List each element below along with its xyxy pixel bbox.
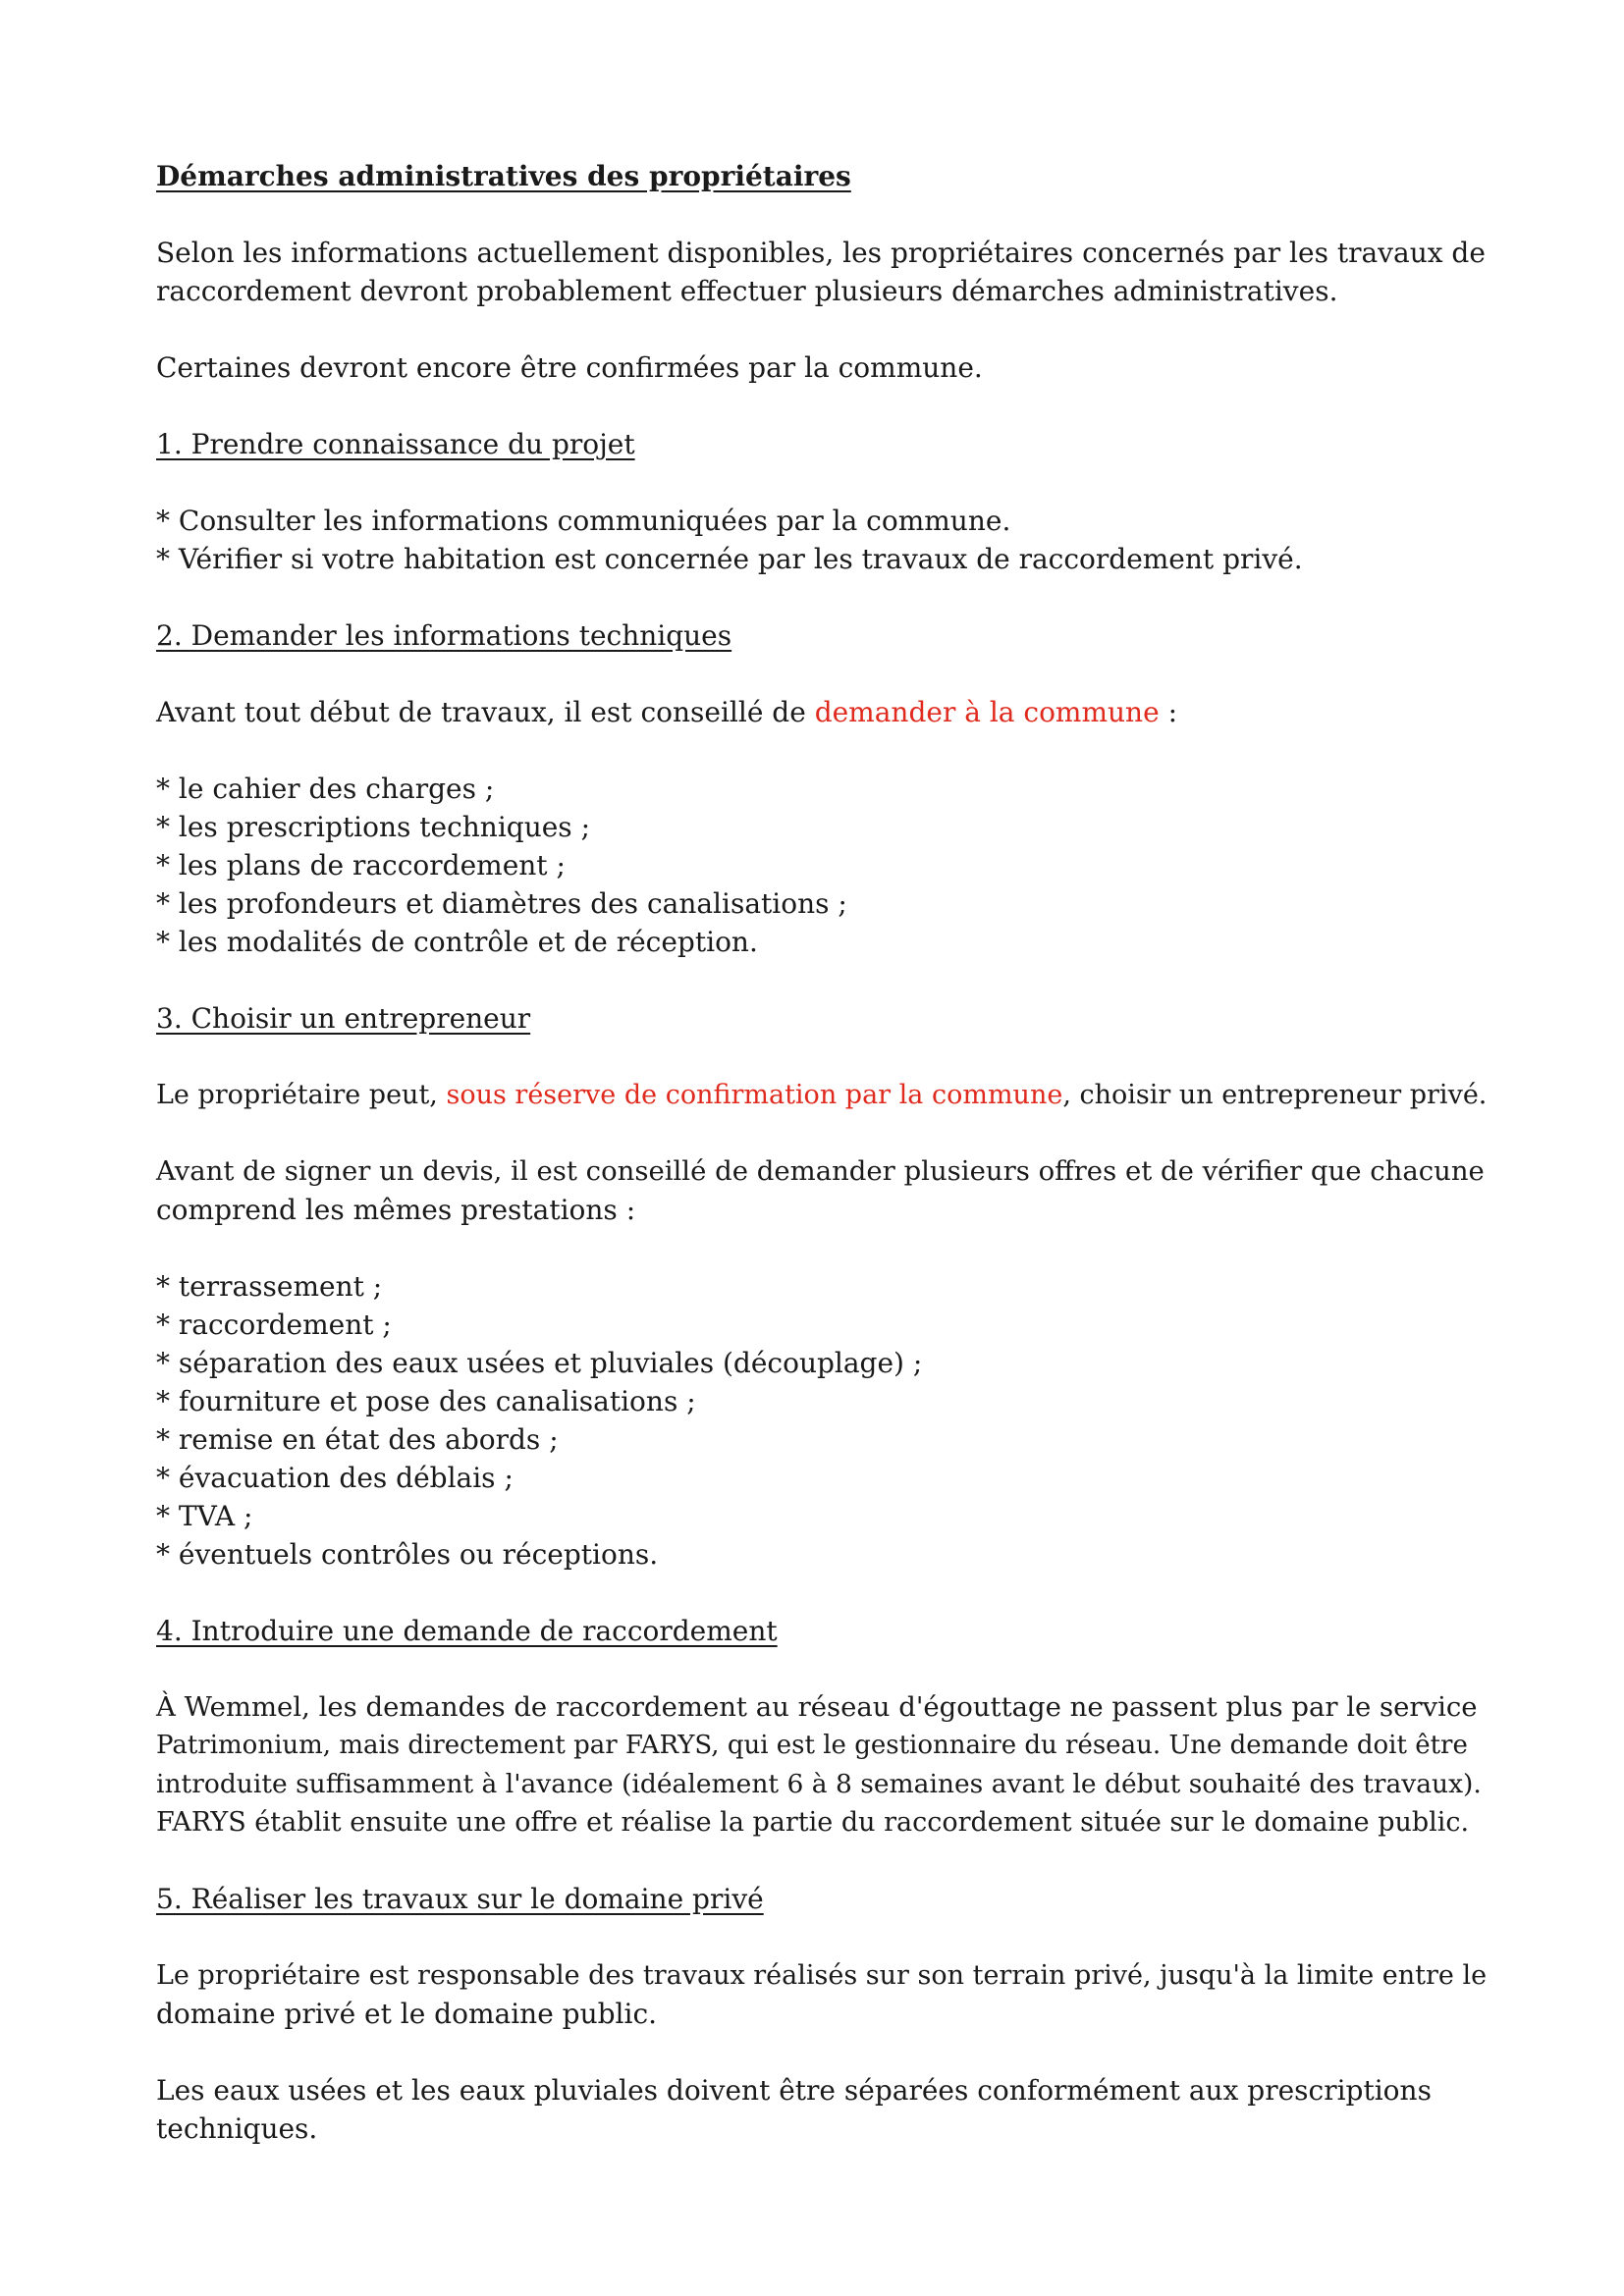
section-3-bullet: * fourniture et pose des canalisations ; [156,1385,696,1417]
section-4-heading: 4. Introduire une demande de raccordement [156,1615,778,1647]
section-5-p1-line: domaine privé et le domaine public. [156,1998,658,2030]
section-5-p2-line: techniques. [156,2112,318,2145]
section-2-heading: 2. Demander les informations techniques [156,619,732,652]
section-4-line: Patrimonium, mais directement par FARYS, qui est le gestionnaire du réseau. Une demande doit être [156,1731,1468,1760]
section-2-intro-text: Avant tout début de travaux, il est conseillé de [156,696,815,728]
intro-line-1: Selon les informations actuellement disponibles, les propriétaires concernés par les travaux de [156,237,1486,269]
section-5-p1-line: Le propriétaire est responsable des travaux réalisés sur son terrain privé, jusqu'à la limite entre le [156,1960,1488,1991]
section-3-bullet: * évacuation des déblais ; [156,1462,514,1494]
section-3-bullet: * terrassement ; [156,1270,383,1303]
section-3-p1-text: Le propriétaire peut, [156,1080,447,1110]
section-3-bullet: * éventuels contrôles ou réceptions. [156,1538,659,1571]
section-2-intro [156,693,1491,731]
section-2-bullet: * les plans de raccordement ; [156,849,566,881]
section-3-bullet: * séparation des eaux usées et pluviales (découplage) ; [156,1347,923,1379]
section-4-line: introduite suffisamment à l'avance (idéalement 6 à 8 semaines avant le début souhaité des travaux). [156,1769,1482,1799]
section-3-p1-end: , choisir un entrepreneur privé. [1062,1080,1488,1110]
section-3-heading: 3. Choisir un entrepreneur [156,1002,531,1035]
section-4-line: FARYS établit ensuite une offre et réalise la partie du raccordement située sur le domaine public. [156,1807,1470,1838]
section-1-heading: 1. Prendre connaissance du projet [156,428,635,460]
section-3-paragraph-1 [156,1076,1491,1114]
intro-confirmation: Certaines devront encore être confirmées par la commune. [156,351,983,384]
section-2-highlight: demander à la commune [814,696,1160,728]
section-2-intro-end: : [1159,696,1178,728]
section-5-p2-line: Les eaux usées et les eaux pluviales doivent être séparées conformément aux prescriptions [156,2074,1432,2107]
section-1-bullet: * Consulter les informations communiquées par la commune. [156,505,1011,537]
document-title: Démarches administratives des propriétaires [156,160,851,192]
section-2-bullet: * les prescriptions techniques ; [156,811,591,843]
section-3-bullet: * raccordement ; [156,1308,392,1341]
intro-line-2: raccordement devront probablement effectuer plusieurs démarches administratives. [156,275,1338,307]
section-4-line: À Wemmel, les demandes de raccordement au réseau d'égouttage ne passent plus par le service [156,1691,1478,1723]
section-5-heading: 5. Réaliser les travaux sur le domaine privé [156,1883,764,1915]
section-3-p2-line-2: comprend les mêmes prestations : [156,1194,636,1226]
document-body [156,157,1491,2148]
section-3-bullet: * remise en état des abords ; [156,1423,559,1456]
section-2-bullet: * les modalités de contrôle et de réception. [156,926,758,958]
section-3-p2-line-1: Avant de signer un devis, il est conseillé de demander plusieurs offres et de vérifier que chacune [156,1155,1485,1187]
section-3-bullet: * TVA ; [156,1500,253,1532]
section-2-bullet: * les profondeurs et diamètres des canalisations ; [156,887,847,920]
section-2-bullet: * le cahier des charges ; [156,773,495,805]
section-1-bullet: * Vérifier si votre habitation est concernée par les travaux de raccordement privé. [156,543,1303,575]
section-3-highlight: sous réserve de confirmation par la commune [446,1080,1063,1110]
